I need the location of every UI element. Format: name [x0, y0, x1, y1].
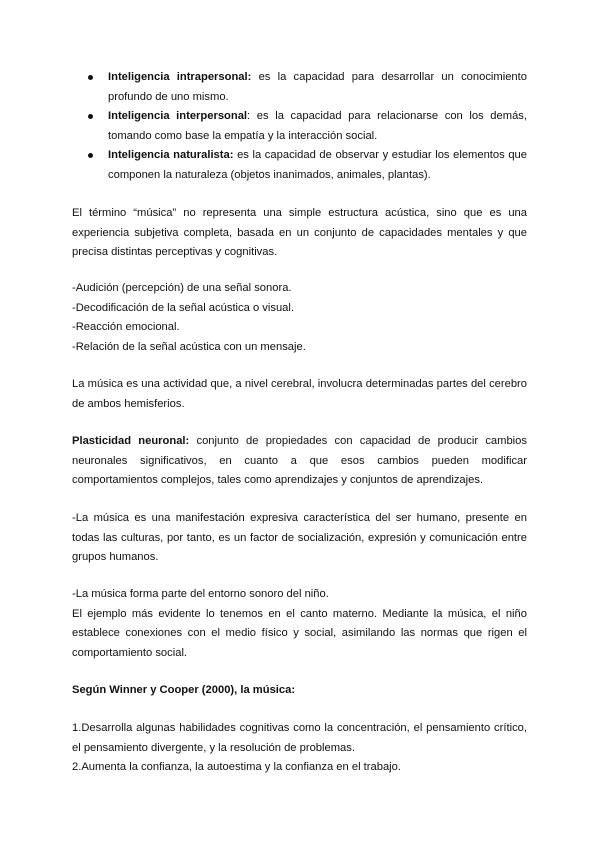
paragraph-cerebral — [72, 375, 527, 414]
bullet-text: : es la capacidad para relacionarse con los demás, tomando como base la empatía y la interacción social. — [108, 110, 527, 142]
bullet-term: Inteligencia intrapersonal: — [108, 71, 252, 83]
list-item: -Audición (percepción) de una señal sonora. — [72, 282, 292, 294]
capacidades-list — [72, 279, 527, 357]
bullet-term: Inteligencia naturalista: — [108, 149, 234, 161]
bullet-dot-icon — [88, 114, 93, 119]
list-item: -Reacción emocional. — [72, 321, 180, 333]
bullet-text: es la capacidad para desarrollar un conocimiento profundo de uno mismo. — [108, 71, 527, 103]
bullet-dot-icon — [88, 153, 93, 158]
list-item: -Relación de la señal acústica con un mensaje. — [72, 340, 306, 353]
numbered-item: 2.Aumenta la confianza, la autoestima y la confianza en el trabajo. — [72, 761, 401, 773]
paragraph-text: El término “música” no representa una simple estructura acústica, sino que es una experiencia subjetiva completa, basada en un conjunto de capacidades mentales y que precisa distintas perceptivas y cognitivas. — [72, 207, 527, 258]
intelligence-bullet-list — [72, 68, 527, 185]
heading-winner-cooper — [72, 681, 527, 701]
paragraph-text: -La música es una manifestación expresiva característica del ser humano, presente en todas las culturas, por tanto, es un factor de socialización, expresión y comunicación entre grupos humanos. — [72, 512, 527, 563]
paragraph-plasticidad — [72, 432, 527, 491]
bullet-naturalista — [72, 146, 527, 185]
paragraph-manifestacion — [72, 509, 527, 568]
bullet-text: es la capacidad de observar y estudiar los elementos que componen la naturaleza (objetos inanimados, animales, plantas). — [108, 149, 527, 181]
bullet-intrapersonal — [72, 68, 527, 107]
paragraph-entorno — [72, 585, 527, 663]
plasticidad-text: conjunto de propiedades con capacidad de producir cambios neuronales significativos, en cuanto a que esos cambios pueden modificar comportamientos complejos, tales como aprendizajes y conjuntos de aprendizajes. — [72, 435, 527, 486]
numbered-item: 1.Desarrolla algunas habilidades cognitivas como la concentración, el pensamiento crítico, el pensamiento divergente, y la resolución de problemas. — [72, 722, 527, 754]
paragraph-text: El ejemplo más evidente lo tenemos en el canto materno. Mediante la música, el niño establece conexiones con el medio físico y social, asimilando las normas que rigen el comportamiento social. — [72, 607, 527, 659]
plasticidad-term: Plasticidad neuronal: — [72, 435, 190, 447]
list-item: -Decodificación de la señal acústica o visual. — [72, 301, 295, 314]
bullet-dot-icon — [88, 75, 93, 80]
bullet-interpersonal — [72, 107, 527, 146]
paragraph-musica — [72, 204, 527, 263]
bullet-term: Inteligencia interpersonal — [108, 110, 248, 122]
numbered-list — [72, 719, 527, 778]
paragraph-text: La música es una actividad que, a nivel cerebral, involucra determinadas partes del cerebro de ambos hemisferios. — [72, 378, 527, 410]
section-heading: Según Winner y Cooper (2000), la música: — [72, 684, 296, 696]
paragraph-line: -La música forma parte del entorno sonoro del niño. — [72, 588, 329, 600]
